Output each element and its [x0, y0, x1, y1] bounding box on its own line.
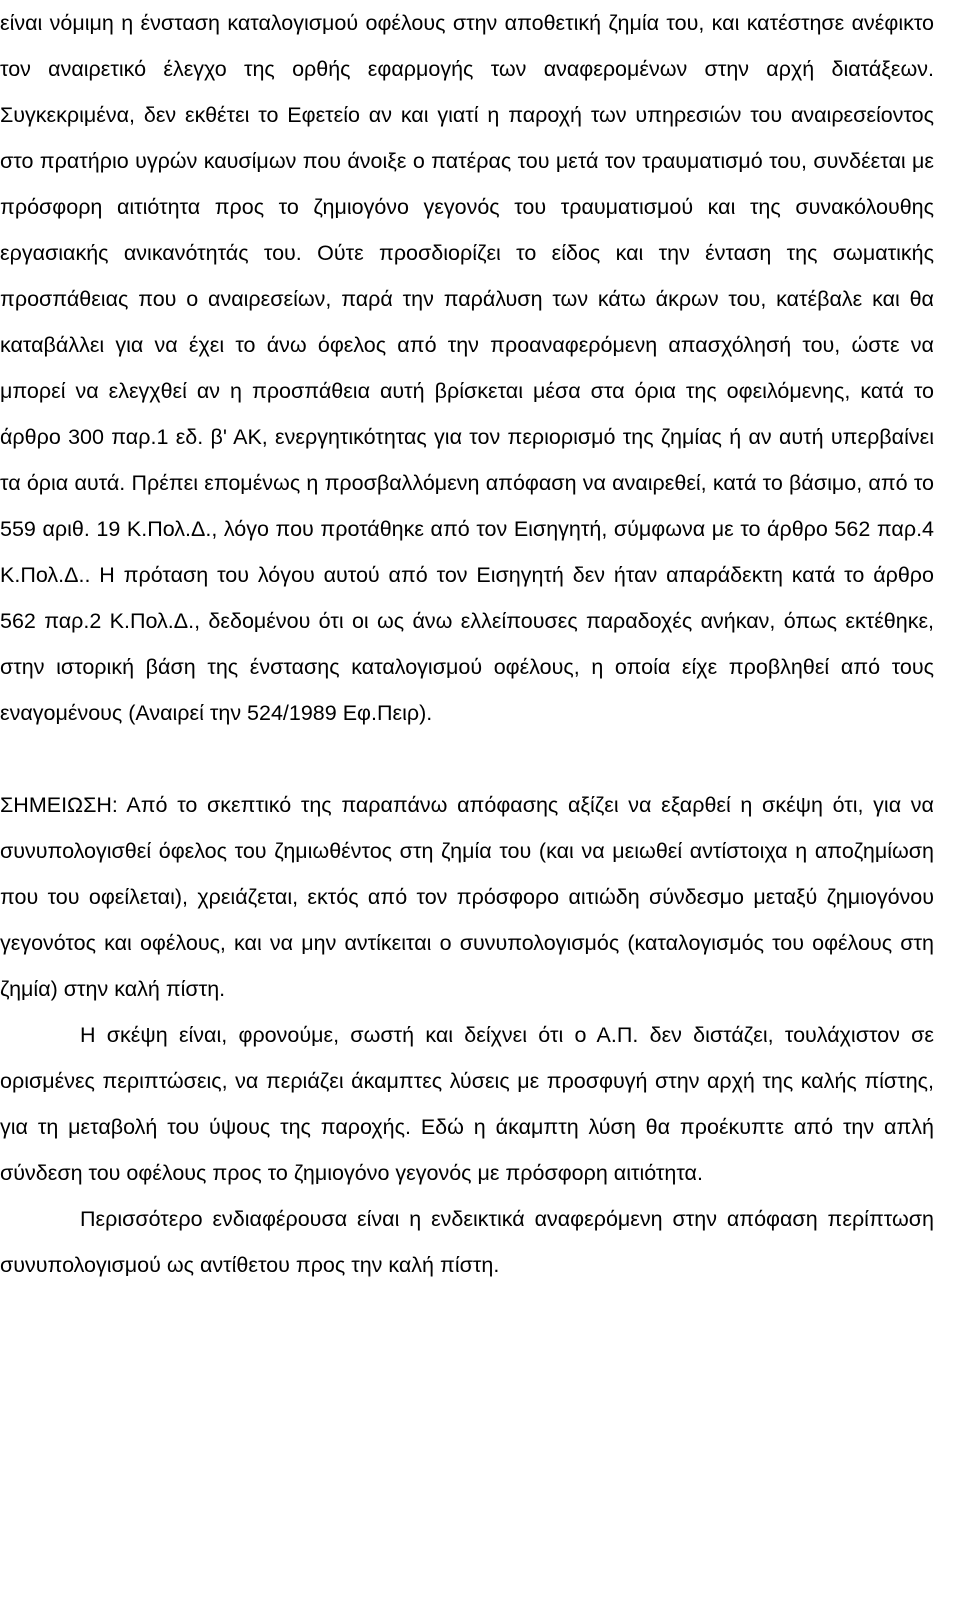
paragraph-4: Περισσότερο ενδιαφέρουσα είναι η ενδεικτικά αναφερόμενη στην απόφαση περίπτωση συνυπολογισμού ως αντίθετου προς την καλή πίστη. [0, 1207, 934, 1277]
paragraph-3: Η σκέψη είναι, φρονούμε, σωστή και δείχνει ότι ο Α.Π. δεν διστάζει, τουλάχιστον σε ορισμένες περιπτώσεις, να περιάζει άκαμπτες λύσεις με προσφυγή στην αρχή της καλής πίστης, για τη μεταβολή του ύψους της παροχής. Εδώ η άκαμπτη λύση θα προέκυπτε από την απλή σύνδεση του οφέλους προς το ζημιογόνο γεγονός με πρόσφορη αιτιότητα. [0, 1023, 934, 1185]
paragraph-1: είναι νόμιμη η ένσταση καταλογισμού οφέλους στην αποθετική ζημία του, και κατέστησε ανέφικτο τον αναιρετικό έλεγχο της ορθής εφαρμογής των αναφερομένων στην αρχή διατάξεων. Συγκεκριμένα, δεν εκθέτει το Εφετείο αν και γιατί η παροχή των υπηρεσιών του αναιρεσείοντος στο πρατήριο υγρών καυσίμων που άνοιξε ο πατέρας του μετά τον τραυματισμό του, συνδέεται με πρόσφορη αιτιότητα προς το ζημιογόνο γεγονός του τραυματισμού και της συνακόλουθης εργασιακής ανικανότητάς του. Ούτε προσδιορίζει το είδος και την ένταση της σωματικής προσπάθειας που ο αναιρεσείων, παρά την παράλυση των κάτω άκρων του, κατέβαλε και θα καταβάλλει για να έχει το άνω όφελος από την προαναφερόμενη απασχόλησή του, ώστε να μπορεί να ελεγχθεί αν η προσπάθεια αυτή βρίσκεται μέσα στα όρια της οφειλόμενης, κατά το άρθρο 300 παρ.1 εδ. β' ΑΚ, ενεργητικότητας για τον περιορισμό της ζημίας ή αν αυτή υπερβαίνει τα όρια αυτά. Πρέπει επομένως η προσβαλλόμενη απόφαση να αναιρεθεί, κατά το βάσιμο, από το 559 αριθ. 19 Κ.Πολ.Δ., λόγο που προτάθηκε από τον Εισηγητή, σύμφωνα με το άρθρο 562 παρ.4 Κ.Πολ.Δ.. Η πρόταση του λόγου αυτού από τον Εισηγητή δεν ήταν απαράδεκτη κατά το άρθρο 562 παρ.2 Κ.Πολ.Δ., δεδομένου ότι οι ως άνω ελλείπουσες παραδοχές ανήκαν, όπως εκτέθηκε, στην ιστορική βάση της ένστασης καταλογισμού οφέλους, η οποία είχε προβληθεί από τους εναγομένους (Αναιρεί την 524/1989 Εφ.Πειρ). [0, 11, 934, 725]
paragraph-note: ΣΗΜΕΙΩΣΗ: Από το σκεπτικό της παραπάνω απόφασης αξίζει να εξαρθεί η σκέψη ότι, για να συνυπολογισθεί όφελος του ζημιωθέντος στη ζημία του (και να μειωθεί αντίστοιχα η αποζημίωση που του οφείλεται), χρειάζεται, εκτός από τον πρόσφορο αιτιώδη σύνδεσμο μεταξύ ζημιογόνου γεγονότος και οφέλους, και να μην αντίκειται ο συνυπολογισμός (καταλογισμός του οφέλους στη ζημία) στην καλή πίστη. [0, 793, 934, 1001]
paragraph-spacer [0, 736, 934, 782]
